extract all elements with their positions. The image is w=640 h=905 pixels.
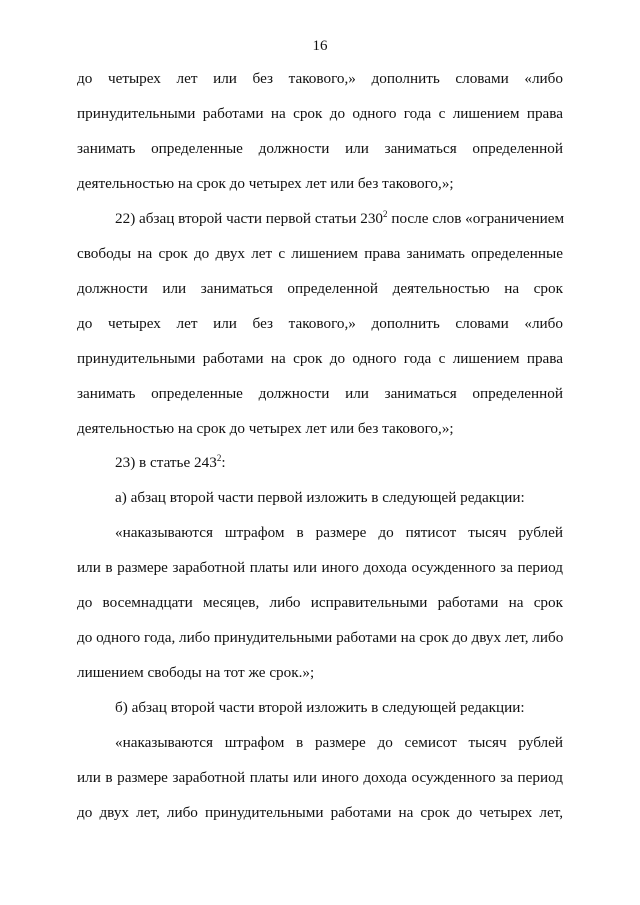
text-line-main: занимать определенные должности или заниматься определенной (77, 140, 563, 157)
text-line (77, 104, 563, 124)
text-line-main: деятельностью на срок до четырех лет или без такового,»; (77, 175, 454, 192)
text-line-main: до двух лет, либо принудительными работами на срок до четырех лет, (77, 804, 563, 821)
page-number: 16 (312, 38, 328, 54)
text-line (77, 174, 563, 194)
text-line-main: принудительными работами на срок до одного года с лишением права (77, 350, 563, 367)
text-line (77, 139, 563, 159)
text-line-main: до одного года, либо принудительными работами на срок до двух лет, либо (77, 629, 564, 646)
text-line (77, 593, 563, 613)
text-line (77, 69, 563, 89)
text-line-main: занимать определенные должности или заниматься определенной (77, 385, 563, 402)
superscript-index: 2 (216, 452, 222, 463)
text-line-main: до восемнадцати месяцев, либо исправительными работами на срок (77, 594, 563, 611)
text-line-main: лишением свободы на тот же срок.»; (77, 664, 315, 681)
text-line (77, 244, 563, 264)
text-line (115, 523, 563, 543)
text-line-main: а) абзац второй части первой изложить в следующей редакции: (115, 489, 525, 506)
text-line-main: или в размере заработной платы или иного дохода осужденного за период (77, 559, 563, 576)
text-line-main: 22) абзац второй части первой статьи 230 (115, 210, 384, 227)
text-line-main: «наказываются штрафом в размере до семисот тысяч рублей (115, 734, 563, 751)
text-line (115, 488, 563, 508)
text-line (115, 453, 563, 473)
text-line-continuation: : (221, 454, 226, 471)
text-line (77, 768, 563, 788)
text-line (77, 279, 563, 299)
text-line (115, 733, 563, 753)
text-line (77, 314, 563, 334)
text-line (115, 209, 563, 229)
text-line-continuation: после слов «ограничением (387, 210, 565, 227)
text-line-main: до четырех лет или без такового,» дополнить словами «либо (77, 70, 563, 87)
text-line (77, 419, 563, 439)
text-line-main: деятельностью на срок до четырех лет или без такового,»; (77, 420, 454, 437)
text-line (77, 349, 563, 369)
text-line-main: 23) в статье 243 (115, 454, 217, 471)
text-line-main: должности или заниматься определенной деятельностью на срок (77, 280, 563, 297)
text-line-main: или в размере заработной платы или иного дохода осужденного за период (77, 769, 563, 786)
text-line (115, 698, 563, 718)
text-line (77, 558, 563, 578)
superscript-index: 2 (383, 208, 388, 219)
text-line (77, 384, 563, 404)
text-line-main: «наказываются штрафом в размере до пятисот тысяч рублей (115, 524, 563, 541)
text-line (77, 663, 563, 683)
text-line-main: б) абзац второй части второй изложить в следующей редакции: (115, 699, 525, 716)
text-line (77, 628, 563, 648)
text-line-main: принудительными работами на срок до одного года с лишением права (77, 105, 563, 122)
text-line-main: свободы на срок до двух лет с лишением права занимать определенные (77, 245, 563, 262)
text-line (77, 803, 563, 823)
text-line-main: до четырех лет или без такового,» дополнить словами «либо (77, 315, 563, 332)
